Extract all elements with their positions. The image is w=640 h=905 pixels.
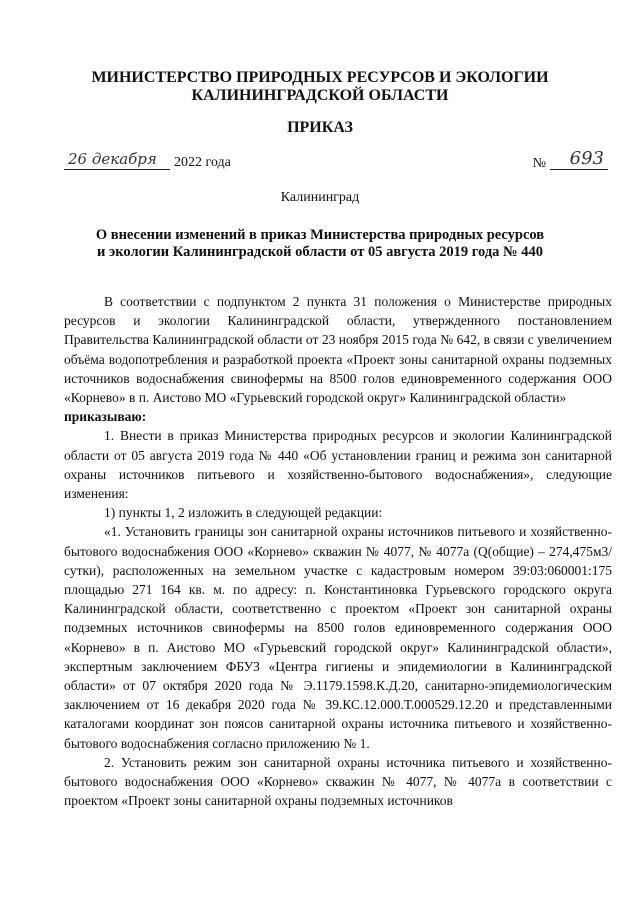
city-name: Калининград bbox=[280, 190, 360, 205]
subject-line2: и экологии Калининградской области от 05 августа 2019 года № 440 bbox=[97, 244, 543, 260]
ministry-name-line2: КАЛИНИНГРАДСКОЙ ОБЛАСТИ bbox=[191, 87, 449, 104]
document-body bbox=[64, 292, 612, 810]
number-sign: № bbox=[532, 156, 546, 171]
subject-line1: О внесении изменений в приказ Министерства природных ресурсов bbox=[95, 227, 545, 243]
clause-1-paragraph: «1. Установить границы зон санитарной охраны источников питьевого и хозяйственно-бытового водоснабжения ООО «Корнево» скважин № 4077, № 4077а (Q(общие) – 274,475м3/сутки), расположенных на земельном участке с кадастровым номером 39:03:060001:175 площадью 271 164 кв. м. по адресу: п. Константиновка Гурьевского городского округа Калининградской области, соответственно с проектом «Проект зон санитарной охраны подземных источников свинофермы на 8500 голов единовременного содержания ООО «Корнево» в п. Аистово МО «Гурьевский городской округ» Калининградской области», экспертным заключением ФБУЗ «Центра гигиены и эпидемиологии в Калининградской области» от 07 октября 2020 года № Э.1179.1598.К.Д.20, санитарно-эпидемиологическим заключением от 16 декабря 2020 года № 39.КС.12.000.Т.000529.12.20 и представленными каталогами координат зон поясов санитарной охраны источника питьевого и хозяйственно-бытового водоснабжения согласно приложению № 1. bbox=[64, 524, 612, 751]
handwritten-date: 26 декабря bbox=[68, 150, 157, 168]
subitem-1-paragraph: 1) пункты 1, 2 изложить в следующей редакции: bbox=[104, 505, 383, 521]
preamble-paragraph: В соответствии с подпунктом 2 пункта 31 положения о Министерстве природных ресурсов и экологии Калининградской области, утвержденного постановлением Правительства Калининградской области от 23 ноября 2015 года № 642, в связи с увеличением объёма водопотребления и разработкой проекта «Проект зоны санитарной охраны подземных источников водоснабжения свинофермы на 8500 голов единовременного содержания ООО «Корнево» в п. Аистово МО «Гурьевский городской округ» Калининградской области» bbox=[64, 294, 612, 406]
date-number-row bbox=[56, 150, 608, 176]
date-year: 2022 года bbox=[174, 155, 231, 170]
number-underline bbox=[550, 169, 608, 170]
orders-keyword: приказываю: bbox=[64, 409, 147, 425]
date-underline bbox=[64, 169, 170, 170]
document-type: ПРИКАЗ bbox=[287, 119, 353, 136]
handwritten-number: 693 bbox=[569, 148, 604, 169]
clause-2-paragraph: 2. Установить режим зон санитарной охраны источника питьевого и хозяйственно-бытового водоснабжения ООО «Корнево» скважин № 4077, № 4077а в соответствии с проектом «Проект зоны санитарной охраны подземных источников bbox=[64, 754, 612, 809]
item-1-paragraph: 1. Внести в приказ Министерства природных ресурсов и экологии Калининградской области от 05 августа 2019 года № 440 «Об установлении границ и режима зон санитарной охраны источников питьевого и хозяйственно-бытового водоснабжения», следующие изменения: bbox=[64, 428, 612, 502]
ministry-name-line1: МИНИСТЕРСТВО ПРИРОДНЫХ РЕСУРСОВ И ЭКОЛОГИИ bbox=[91, 69, 549, 86]
